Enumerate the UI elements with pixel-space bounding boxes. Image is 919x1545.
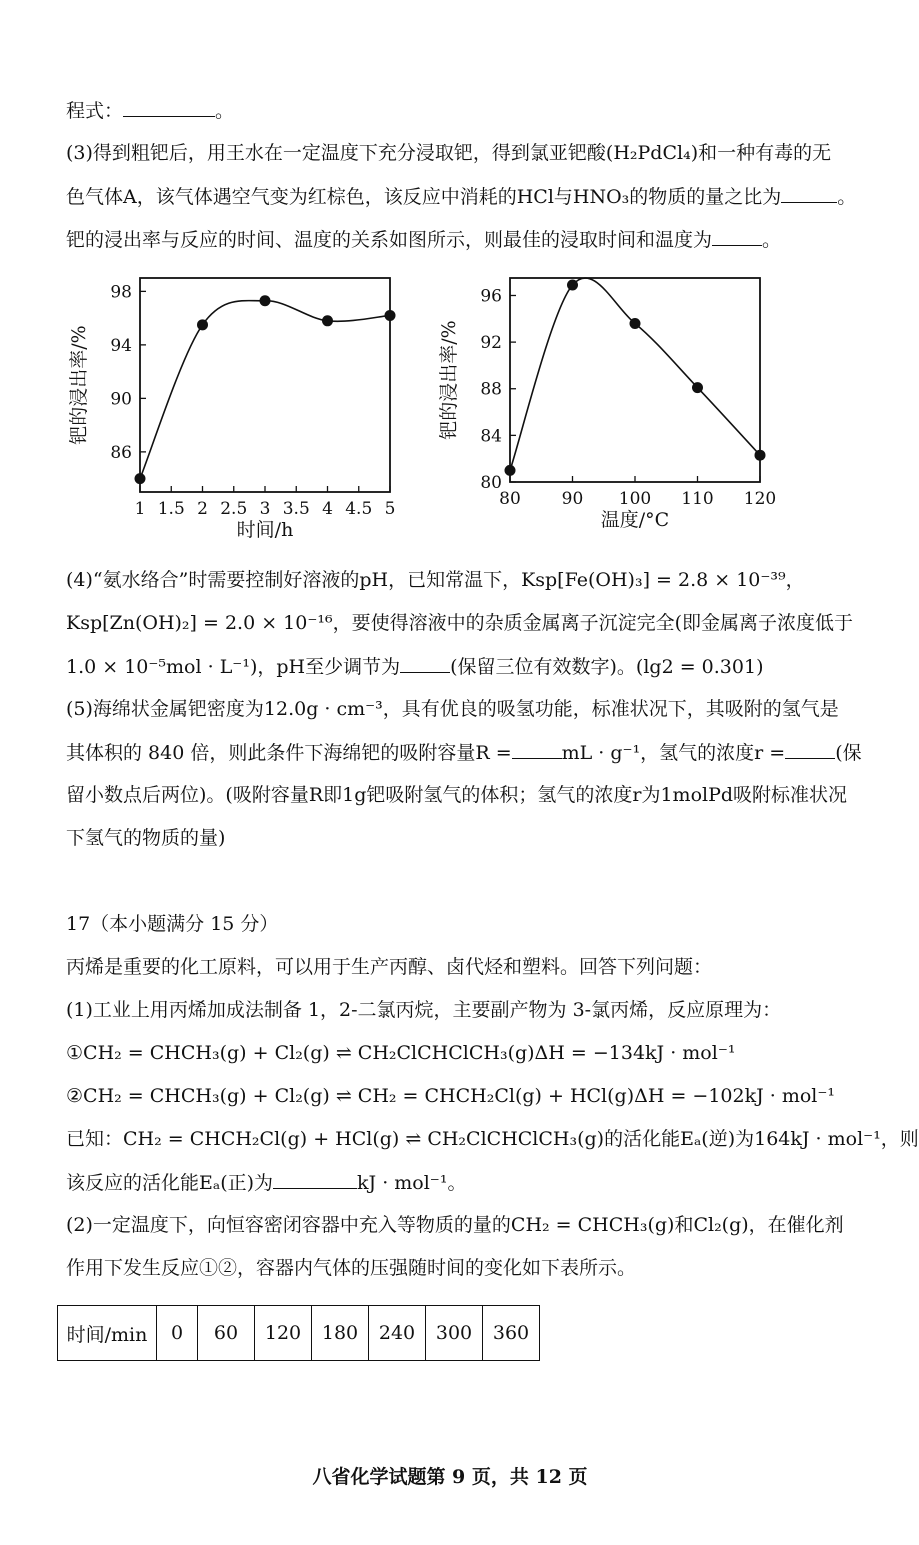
y-axis-label: 钯的浸出率/% [438, 320, 460, 440]
x-tick-label: 120 [743, 489, 777, 509]
answer-blank[interactable] [712, 227, 762, 246]
x-axis-label: 时间/h [236, 519, 294, 541]
question-5-line-4: 下氢气的物质的量) [66, 827, 226, 849]
answer-blank[interactable] [785, 740, 835, 759]
table-row [58, 1306, 540, 1361]
data-point [385, 310, 396, 321]
y-tick-label: 84 [480, 426, 502, 447]
y-tick-label: 80 [480, 473, 502, 493]
question-3-line-3: 钯的浸出率与反应的时间、温度的关系如图所示，则最佳的浸取时间和温度为 。 [66, 229, 782, 251]
answer-blank[interactable] [781, 184, 837, 203]
x-tick-label: 3 [259, 499, 271, 519]
x-tick-label: 100 [618, 489, 652, 509]
y-tick-label: 86 [110, 442, 132, 463]
question-17-heading: 17（本小题满分 15 分） [66, 913, 279, 935]
table-cell: 300 [426, 1306, 483, 1361]
question-17-part-1: (1)工业上用丙烯加成法制备 1，2-二氯丙烷，主要副产物为 3-氯丙烯，反应原理为： [66, 999, 782, 1021]
question-17-part-2-line-2: 作用下发生反应①②，容器内气体的压强随时间的变化如下表所示。 [66, 1257, 637, 1279]
pressure-time-table [57, 1305, 540, 1361]
chart-time-leach-rate [70, 268, 430, 557]
known-condition: 已知：CH₂ = CHCH₂Cl(g) + HCl(g) ⇌ CH₂ClCHClCH₃(g)的活化能Eₐ(逆)为164kJ · mol⁻¹，则 [66, 1128, 919, 1150]
data-point [197, 319, 208, 330]
line-formula-end: 程式： 。 [66, 100, 235, 122]
table-cell: 240 [369, 1306, 426, 1361]
data-point [692, 382, 703, 393]
activation-energy-question: 该反应的活化能Eₐ(正)为 kJ · mol⁻¹。 [66, 1172, 467, 1194]
answer-blank[interactable] [123, 98, 215, 117]
x-tick-label: 90 [561, 489, 584, 509]
data-point [260, 295, 271, 306]
y-tick-label: 94 [110, 335, 132, 356]
reaction-1: ①CH₂ = CHCH₃(g) + Cl₂(g) ⇌ CH₂ClCHClCH₃(g)ΔH = −134kJ · mol⁻¹ [66, 1042, 736, 1064]
x-tick-label: 1.5 [157, 499, 185, 519]
x-tick-label: 2.5 [220, 499, 248, 519]
x-tick-label: 110 [681, 489, 714, 509]
x-tick-label: 4.5 [345, 499, 373, 519]
plot-frame [510, 278, 760, 482]
question-5-line-1: (5)海绵状金属钯密度为12.0g · cm⁻³，具有优良的吸氢功能，标准状况下，其吸附的氢气是 [66, 698, 839, 720]
x-tick-label: 3.5 [282, 499, 310, 519]
data-point [322, 315, 333, 326]
answer-blank[interactable] [512, 740, 562, 759]
page-footer: 八省化学试题第 9 页，共 12 页 [312, 1466, 588, 1488]
data-point [505, 465, 516, 476]
answer-blank[interactable] [400, 654, 450, 673]
y-tick-label: 98 [110, 282, 132, 303]
x-tick-label: 5 [384, 499, 396, 519]
x-axis-label: 温度/°C [600, 509, 670, 531]
y-tick-label: 90 [110, 389, 132, 410]
reaction-2: ②CH₂ = CHCH₃(g) + Cl₂(g) ⇌ CH₂ = CHCH₂Cl(g) + HCl(g)ΔH = −102kJ · mol⁻¹ [66, 1085, 836, 1107]
table-header-cell: 时间/min [58, 1306, 157, 1361]
y-tick-label: 88 [480, 379, 502, 400]
x-tick-label: 1 [134, 499, 146, 519]
data-point [755, 450, 766, 461]
data-point [630, 318, 641, 329]
x-tick-label: 4 [322, 499, 333, 519]
series-line [140, 301, 390, 479]
question-3-line-2: 色气体A，该气体遇空气变为红棕色，该反应中消耗的HCl与HNO₃的物质的量之比为 。 [66, 186, 857, 208]
question-17-part-2-line-1: (2)一定温度下，向恒容密闭容器中充入等物质的量的CH₂ = CHCH₃(g)和Cl₂(g)，在催化剂 [66, 1214, 844, 1236]
question-5-line-3: 留小数点后两位)。(吸附容量R即1g钯吸附氢气的体积；氢气的浓度r为1molPd吸附标准状况 [66, 784, 848, 806]
data-point [135, 473, 146, 484]
table-cell: 60 [198, 1306, 255, 1361]
x-tick-label: 2 [197, 499, 208, 519]
table-cell: 180 [312, 1306, 369, 1361]
y-axis-label: 钯的浸出率/% [68, 325, 90, 445]
question-3-line-1: (3)得到粗钯后，用王水在一定温度下充分浸取钯，得到氯亚钯酸(H₂PdCl₄)和一种有毒的无 [66, 142, 832, 164]
chart-temperature-leach-rate [438, 268, 810, 557]
series-line [510, 278, 760, 470]
plot-frame [140, 278, 390, 492]
table-cell: 360 [483, 1306, 540, 1361]
data-point [567, 279, 578, 290]
question-5-line-2: 其体积的 840 倍，则此条件下海绵钯的吸附容量R = mL · g⁻¹，氢气的浓度r = (保 [66, 742, 862, 764]
table-cell: 0 [157, 1306, 198, 1361]
y-tick-label: 96 [480, 286, 502, 307]
answer-blank[interactable] [273, 1170, 357, 1189]
question-17-intro: 丙烯是重要的化工原料，可以用于生产丙醇、卤代烃和塑料。回答下列问题： [66, 956, 713, 978]
question-4-line-1: (4)“氨水络合”时需要控制好溶液的pH，已知常温下，Ksp[Fe(OH)₃] = 2.8 × 10⁻³⁹， [66, 569, 805, 591]
table-cell: 120 [255, 1306, 312, 1361]
y-tick-label: 92 [480, 333, 502, 354]
question-4-line-2: Ksp[Zn(OH)₂] = 2.0 × 10⁻¹⁶，要使得溶液中的杂质金属离子沉淀完全(即金属离子浓度低于 [66, 612, 854, 634]
x-tick-label: 80 [499, 489, 521, 509]
question-4-line-3: 1.0 × 10⁻⁵mol · L⁻¹)，pH至少调节为 (保留三位有效数字)。(lg2 = 0.301) [66, 656, 764, 678]
